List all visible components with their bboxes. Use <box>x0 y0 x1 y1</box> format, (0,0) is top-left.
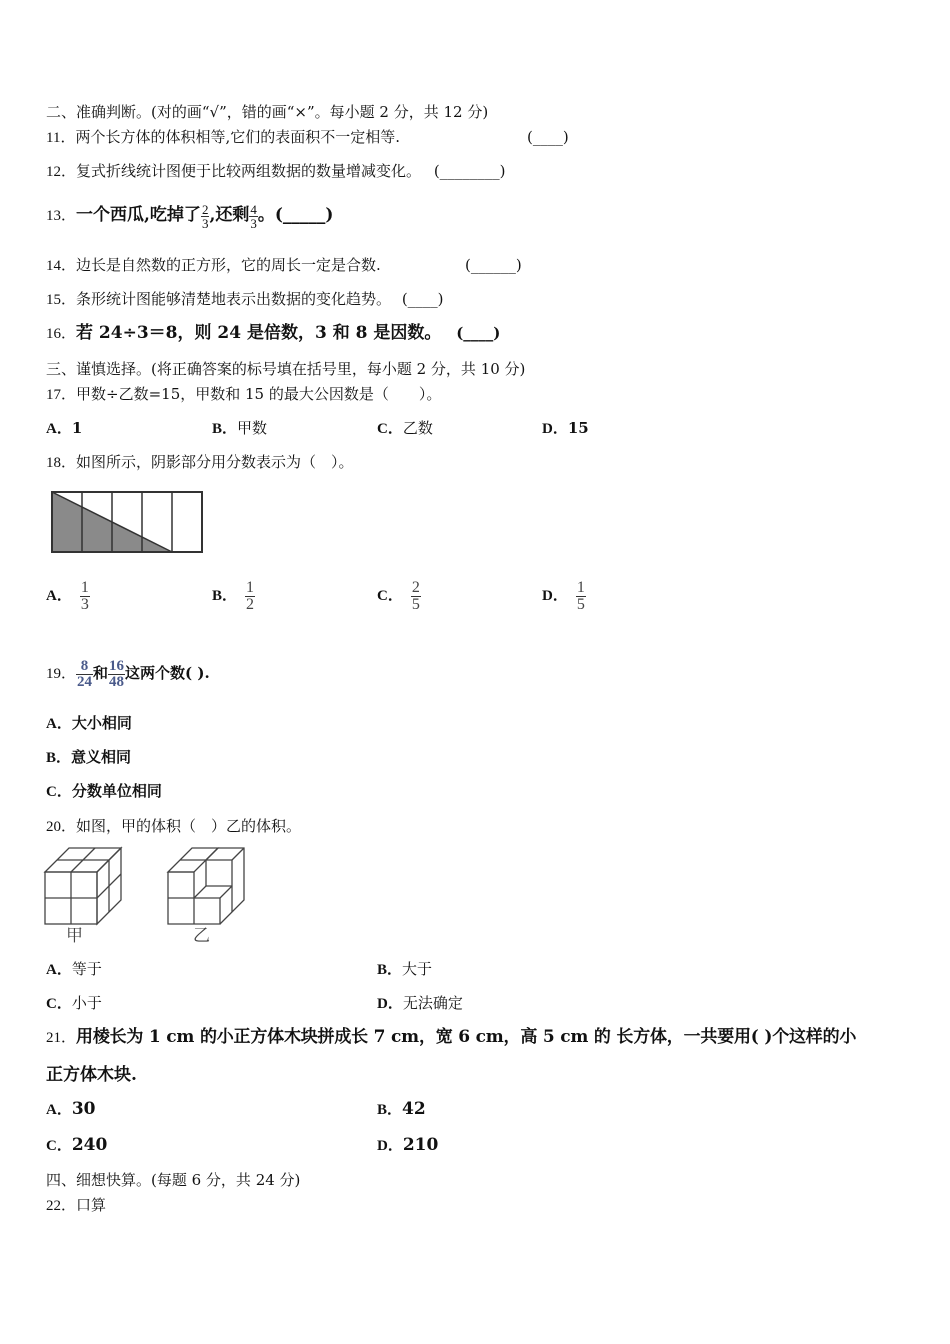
edge <box>232 848 244 860</box>
question-number: 12． <box>46 164 77 180</box>
cube-jia-figure <box>42 845 124 927</box>
q17-option-b[interactable] <box>212 418 267 439</box>
q15-answer-blank[interactable]: (____) <box>401 290 444 308</box>
question-21-line-1 <box>46 1027 856 1048</box>
question-text: 如图所示，阴影部分用分数表示为（ ）。 <box>76 453 354 471</box>
label-jia: 甲 <box>66 926 83 946</box>
q17-option-d[interactable] <box>542 418 589 439</box>
question-number: 17． <box>46 387 77 403</box>
option-label: C． <box>46 1138 72 1154</box>
question-13 <box>46 193 333 238</box>
option-text: 210 <box>402 1135 439 1155</box>
q21-option-b[interactable] <box>377 1099 426 1120</box>
denominator: 2 <box>246 595 255 613</box>
q19-option-c[interactable] <box>46 781 162 802</box>
option-label: C． <box>377 588 403 604</box>
question-18 <box>46 452 354 473</box>
numerator: 4 <box>250 201 257 217</box>
option-label: A． <box>46 421 72 437</box>
q19-option-b[interactable] <box>46 747 131 768</box>
denominator: 5 <box>411 595 420 613</box>
option-text: 15 <box>567 419 589 437</box>
option-label: C． <box>46 996 72 1012</box>
option-label: B． <box>377 1102 403 1118</box>
question-text: 如图，甲的体积（ ）乙的体积。 <box>76 817 302 835</box>
q20-option-c[interactable] <box>46 993 102 1014</box>
option-text: 无法确定 <box>402 994 463 1012</box>
q16-answer-blank[interactable]: (____) <box>456 324 501 342</box>
question-text: 甲数÷乙数=15，甲数和 15 的最大公因数是（ ）。 <box>76 385 442 403</box>
q18-option-b[interactable] <box>212 572 255 619</box>
question-text: ,还剩 <box>209 205 250 225</box>
denominator: 48 <box>109 673 125 690</box>
question-number: 18． <box>46 455 77 471</box>
denominator: 3 <box>80 595 89 613</box>
numerator: 2 <box>201 201 209 217</box>
question-number: 15． <box>46 292 77 308</box>
q11-answer-blank[interactable]: (____) <box>527 128 569 146</box>
question-text: 这两个数( ). <box>125 664 210 682</box>
label-yi: 乙 <box>193 926 210 946</box>
question-19 <box>46 652 210 695</box>
option-label: A． <box>46 588 72 604</box>
question-text: 复式折线统计图便于比较两组数据的数量增减变化。 <box>76 162 422 180</box>
option-text: 30 <box>71 1099 96 1119</box>
q20-option-a[interactable] <box>46 959 102 980</box>
question-15 <box>46 289 444 310</box>
q20-option-d[interactable] <box>377 993 463 1014</box>
question-text: 两个长方体的体积相等,它们的表面积不一定相等. <box>75 128 400 146</box>
option-label: B． <box>212 588 238 604</box>
option-fraction <box>576 580 586 613</box>
option-fraction <box>80 580 90 613</box>
question-17 <box>46 384 441 405</box>
q18-shaded-rectangle-figure <box>50 490 204 554</box>
option-label: C． <box>377 421 403 437</box>
denominator: 3 <box>201 215 209 231</box>
question-text: 口算 <box>76 1196 107 1214</box>
option-label: D． <box>377 996 403 1012</box>
question-20 <box>46 816 301 837</box>
question-text: 若 24÷3＝8，则 24 是倍数，3 和 8 是因数。 <box>76 323 442 343</box>
denominator: 24 <box>77 673 93 690</box>
q17-option-a[interactable] <box>46 418 82 439</box>
question-number: 22． <box>46 1198 77 1214</box>
fraction-16-48 <box>108 659 125 690</box>
q19-option-a[interactable] <box>46 713 132 734</box>
fraction-8-24 <box>76 659 93 690</box>
q14-answer-blank[interactable]: (______) <box>465 256 522 274</box>
option-text: 分数单位相同 <box>71 782 162 800</box>
option-text: 1 <box>71 419 83 437</box>
question-number: 16． <box>46 326 77 342</box>
question-text: 条形统计图能够清楚地表示出数据的变化趋势。 <box>76 290 392 308</box>
section-2-header: 二、准确判断。(对的画“√”，错的画“×”。每小题 2 分，共 12 分) <box>46 103 489 121</box>
option-label: A． <box>46 962 72 978</box>
option-label: B． <box>377 962 403 978</box>
option-label: D． <box>542 588 568 604</box>
option-label: D． <box>377 1138 403 1154</box>
question-text: 用棱长为 1 cm 的小正方体木块拼成长 7 cm，宽 6 cm，高 5 cm 的 长方体，一共要用( )个这样的小 <box>76 1027 857 1047</box>
option-text: 大于 <box>402 960 433 978</box>
question-11 <box>46 127 400 148</box>
edge <box>206 848 218 860</box>
q18-option-d[interactable] <box>542 572 586 619</box>
option-text: 乙数 <box>402 419 433 437</box>
question-22 <box>46 1195 106 1216</box>
numerator: 8 <box>76 659 93 675</box>
question-number: 21． <box>46 1030 77 1046</box>
option-text: 240 <box>71 1135 108 1155</box>
numerator: 16 <box>109 657 125 674</box>
question-number: 14． <box>46 258 77 274</box>
q13-answer-blank[interactable]: 。(_____) <box>257 205 334 225</box>
option-text: 甲数 <box>237 419 268 437</box>
option-label: A． <box>46 716 72 732</box>
option-fraction <box>245 580 255 613</box>
option-text: 大小相同 <box>71 714 132 732</box>
option-text: 等于 <box>71 960 102 978</box>
option-text: 意义相同 <box>71 748 132 766</box>
question-number: 13． <box>46 208 77 224</box>
question-text: 一个西瓜,吃掉了 <box>76 205 201 225</box>
question-text: 和 <box>93 664 109 682</box>
numerator: 1 <box>576 578 585 596</box>
question-16 <box>46 323 500 344</box>
numerator: 1 <box>80 578 89 596</box>
denominator: 3 <box>250 215 257 231</box>
option-label: C． <box>46 784 72 800</box>
option-label: B． <box>46 750 72 766</box>
cube-yi-figure <box>165 845 247 927</box>
q17-option-c[interactable] <box>377 418 433 439</box>
section-3-header: 三、谨慎选择。(将正确答案的标号填在括号里，每小题 2 分，共 10 分) <box>46 360 526 378</box>
q20-option-b[interactable] <box>377 959 432 980</box>
option-label: D． <box>542 421 568 437</box>
option-text: 42 <box>402 1099 426 1119</box>
edge <box>220 886 232 898</box>
numerator: 1 <box>246 578 255 596</box>
q21-option-c[interactable] <box>46 1135 107 1156</box>
option-label: B． <box>212 421 238 437</box>
question-text: 边长是自然数的正方形，它的周长一定是合数. <box>76 256 381 274</box>
question-21-line-2: 正方体木块. <box>46 1065 137 1085</box>
question-number: 19． <box>46 666 77 682</box>
question-12 <box>46 161 506 182</box>
question-14 <box>46 255 381 276</box>
notch-edge <box>194 886 206 898</box>
q18-option-a[interactable] <box>46 572 90 619</box>
numerator: 2 <box>411 578 420 596</box>
question-number: 20． <box>46 819 77 835</box>
q21-option-a[interactable] <box>46 1099 96 1120</box>
question-number: 11． <box>46 130 76 146</box>
fraction-remaining <box>249 203 258 230</box>
q18-option-c[interactable] <box>377 572 421 619</box>
option-label: A． <box>46 1102 72 1118</box>
q12-answer-blank[interactable]: (________) <box>433 162 506 180</box>
q21-option-d[interactable] <box>377 1135 438 1156</box>
denominator: 5 <box>576 595 585 613</box>
option-fraction <box>411 580 421 613</box>
option-text: 小于 <box>71 994 102 1012</box>
section-4-header: 四、细想快算。(每题 6 分，共 24 分) <box>46 1171 301 1189</box>
